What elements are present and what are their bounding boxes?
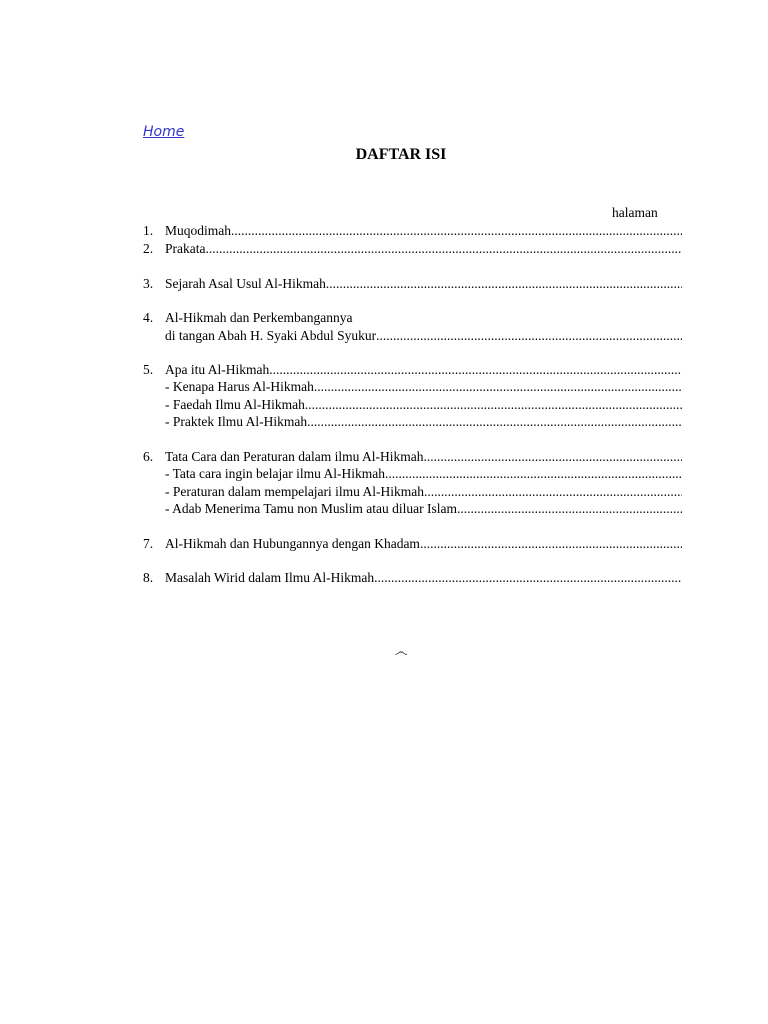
dot-leader [376,327,682,345]
toc-indent [143,396,165,414]
toc-indent [143,500,165,518]
dot-leader [457,500,682,518]
dot-leader [269,361,682,379]
page-column-label: halaman [612,205,658,220]
toc-label: Masalah Wirid dalam Ilmu Al-Hikmah [165,570,375,585]
toc-indent [143,413,165,431]
toc-subentry-kenapa [143,378,682,396]
toc-label: - Kenapa Harus Al-Hikmah [165,379,314,394]
floral-divider-icon: ෴ [394,644,408,660]
toc-indent [143,327,165,345]
toc-number: 3. [143,276,154,291]
dot-leader [305,396,682,414]
toc-entry-prakata [143,240,682,258]
toc-label: - Praktek Ilmu Al-Hikmah [165,414,308,429]
toc-label: Al-Hikmah dan Perkembangannya [165,310,353,325]
toc-label: Sejarah Asal Usul Al-Hikmah [165,276,326,291]
dot-leader [231,222,682,240]
toc-label: - Tata cara ingin belajar ilmu Al-Hikmah [165,466,385,481]
toc-number: 5. [143,362,154,377]
toc-number: 2. [143,241,154,256]
toc-entry-perkembangan-cont [143,327,682,345]
dot-leader [205,240,682,258]
toc-subentry-praktek [143,413,682,431]
dot-leader [326,275,682,293]
toc-entry-khadam [143,535,682,553]
toc-subentry-tata-cara-belajar [143,465,682,483]
toc-label: Muqodimah [165,223,231,238]
toc-entry-perkembangan [143,309,682,327]
toc-label: Prakata [165,241,206,256]
toc-label: Apa itu Al-Hikmah [165,362,270,377]
toc-entry-wirid [143,569,682,587]
toc-number: 8. [143,570,154,585]
dot-leader [423,448,682,466]
toc-number: 6. [143,449,154,464]
toc-label: - Faedah Ilmu Al-Hikmah [165,397,305,412]
dot-leader [307,413,682,431]
page-title: DAFTAR ISI [355,146,447,163]
toc-indent [143,465,165,483]
toc-number: 4. [143,310,154,325]
toc-subentry-peraturan [143,483,682,501]
toc-label: Tata Cara dan Peraturan dalam ilmu Al-Hikmah [165,449,424,464]
toc-subentry-adab [143,500,682,518]
toc-label: - Adab Menerima Tamu non Muslim atau diluar Islam [165,501,457,516]
toc-indent [143,483,165,501]
dot-leader [385,465,682,483]
dot-leader [314,378,682,396]
dot-leader [424,483,682,501]
toc-number: 1. [143,223,154,238]
home-link[interactable]: Home [143,124,185,140]
toc-label: Al-Hikmah dan Hubungannya dengan Khadam [165,536,420,551]
dot-leader [374,569,682,587]
toc-entry-muqodimah [143,222,682,240]
toc-label: - Peraturan dalam mempelajari ilmu Al-Hikmah [165,484,425,499]
toc-number: 7. [143,536,154,551]
toc-entry-tata-cara [143,448,682,466]
toc-entry-apa-itu [143,361,682,379]
toc-label: di tangan Abah H. Syaki Abdul Syukur [165,328,377,343]
toc-entry-sejarah [143,275,682,293]
toc-indent [143,378,165,396]
dot-leader [420,535,682,553]
toc-subentry-faedah [143,396,682,414]
